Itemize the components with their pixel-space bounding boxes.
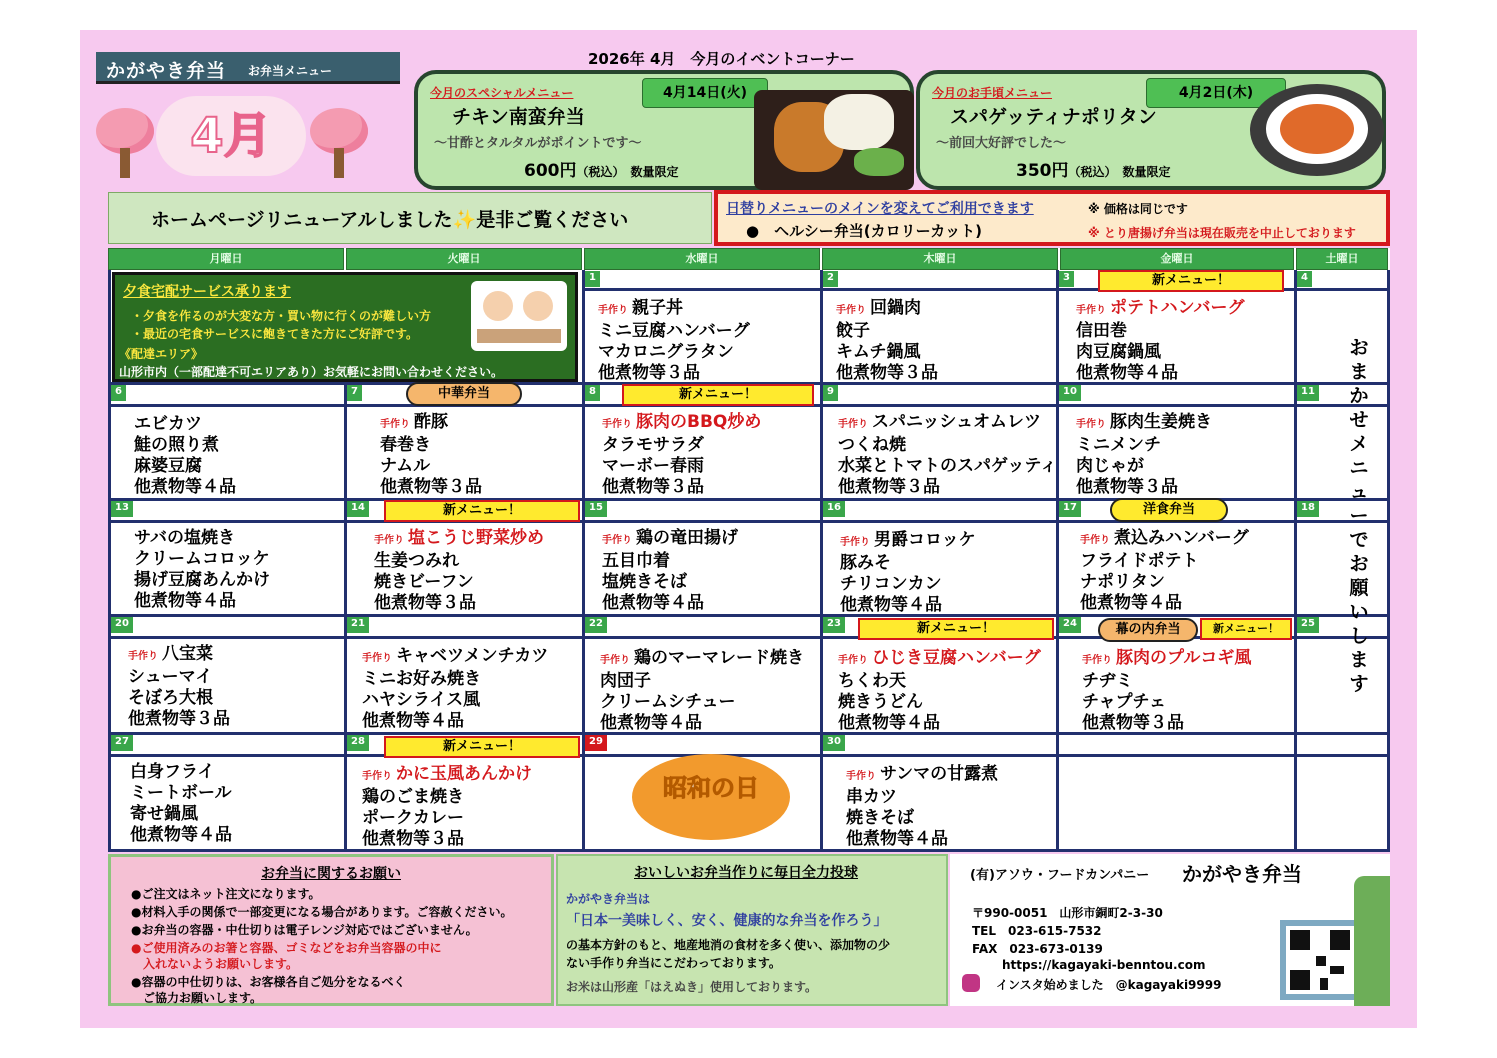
chicken-nanban-photo [754,90,914,190]
yoshoku-bento-tag: 洋食弁当 [1110,498,1228,522]
company-tel: TEL 023-615-7532 [972,924,1102,938]
grid-line [108,270,111,852]
day-number: 18 [1297,501,1319,517]
qr-code[interactable] [1280,920,1360,1000]
menu-cell-30: 手作り サンマの甘露煮 串カツ 焼きそば 他煮物等４品 [846,764,999,849]
day-number: 10 [1059,385,1081,401]
policy-line: お米は山形産「はえぬき」使用しております。 [566,980,818,994]
cherry-tree-icon [96,108,154,178]
day-number: 16 [823,501,845,517]
notice-karaage: ※ とり唐揚げ弁当は現在販売を中止しております [1088,226,1356,240]
menu-cell-8: 手作り 豚肉のBBQ炒め タラモサラダ マーボー春雨 他煮物等３品 [602,412,762,497]
company-brand: かがやき弁当 [1182,862,1302,886]
policy-box [556,854,948,1006]
delivery-area: 山形市内（一部配達不可エリアあり）お気軽にお問い合わせください。 [119,365,504,379]
day-number: 15 [585,501,607,517]
company-box [950,854,1390,1006]
day-number: 28 [347,735,369,751]
homepage-banner[interactable] [108,192,712,244]
notice-line1: 日替りメニューのメインを変えてご利用できます [726,201,1034,217]
budget-price: 350円（税込） 数量限定 [1016,161,1171,181]
grid-line [1387,270,1390,852]
month-banner [96,92,370,180]
weekday-tue: 火曜日 [346,248,582,270]
banner-text: ホームページリニューアルしました✨是非ご覧ください [151,209,629,231]
menu-cell-21: 手作り キャベツメンチカツ ミニお好み焼き ハヤシライス風 他煮物等４品 [362,646,549,731]
makunouchi-bento-tag: 幕の内弁当 [1098,618,1198,642]
company-address: 〒990-0051 山形市銅町2-3-30 [972,906,1163,920]
menu-cell-27: 白身フライ ミートボール 寄せ鍋風 他煮物等４品 [130,762,232,845]
company-name: (有)アソウ・フードカンパニー [970,868,1150,883]
special-label: 今月のスペシャルメニュー [430,86,574,100]
day-number: 14 [347,501,369,517]
company-url[interactable]: https://kagayaki-benntou.com [1002,958,1206,972]
policy-line: ない手作り弁当にこだわっております。 [566,956,781,970]
request-line: ●材料入手の関係で一部変更になる場合があります。ご容赦ください。 [131,905,513,919]
budget-date: 4月2日(木) [1146,78,1286,108]
weekday-wed: 水曜日 [584,248,820,270]
day-number: 6 [111,385,126,401]
menu-calendar [108,248,1390,852]
weekday-sat: 土曜日 [1296,248,1388,270]
menu-cell-28: 手作り かに玉風あんかけ 鶏のごま焼き ポークカレー 他煮物等３品 [362,764,532,849]
special-menu-box [414,70,914,190]
page-title: 2026年 4月 今月のイベントコーナー [588,50,855,68]
day-number: 17 [1059,501,1081,517]
brand-name: かがやき弁当 [106,60,227,82]
new-menu-tag: 新メニュー！ [858,618,1054,640]
brand-subtitle: お弁当メニュー [248,64,333,78]
day-number: 3 [1059,271,1074,287]
menu-cell-10: 手作り 豚肉生姜焼き ミニメンチ 肉じゃが 他煮物等３品 [1076,412,1212,497]
day-number: 22 [585,617,607,633]
menu-cell-15: 手作り 鶏の竜田揚げ 五目巾着 塩焼きそば 他煮物等４品 [602,528,738,613]
day-number: 4 [1297,271,1312,287]
menu-cell-1: 手作り 親子丼 ミニ豆腐ハンバーグ マカロニグラタン 他煮物等３品 [598,298,750,383]
grid-line [108,636,1390,639]
day-number: 13 [111,501,133,517]
request-line: ●お弁当の容器・中仕切りは電子レンジ対応ではございません。 [131,923,478,937]
weekday-fri: 金曜日 [1060,248,1294,270]
special-subtitle: ～甘酢とタルタルがポイントです～ [434,136,642,151]
weekday-mon: 月曜日 [108,248,344,270]
new-menu-tag: 新メニュー！ [1098,270,1284,292]
new-menu-tag: 新メニュー！ [384,500,580,522]
day-number: 30 [823,735,845,751]
brand-bar [96,52,400,84]
delivery-service-ad [112,272,578,382]
budget-name: スパゲッティナポリタン [950,106,1157,128]
menu-cell-13: サバの塩焼き クリームコロッケ 揚げ豆腐あんかけ 他煮物等４品 [134,528,270,611]
grid-line [1056,270,1059,852]
month-label: 4月 [156,96,306,176]
delivery-line: ・夕食を作るのが大変な方・買い物に行くのが難しい方 [131,309,432,323]
budget-label: 今月のお手頃メニュー [932,86,1053,100]
grid-line [1294,270,1297,852]
day-number: 1 [585,271,600,287]
day-number: 25 [1297,617,1319,633]
grid-line [820,270,823,852]
menu-cell-3: 手作り ポテトハンバーグ 信田巻 肉豆腐鍋風 他煮物等４品 [1076,298,1245,383]
menu-cell-20: 手作り 八宝菜 シューマイ そぼろ大根 他煮物等３品 [128,644,230,729]
company-fax: FAX 023-673-0139 [972,942,1103,956]
day-number: 8 [585,385,600,401]
day-number: 11 [1297,385,1319,401]
grid-line [108,849,1390,852]
new-menu-tag: 新メニュー！ [622,384,814,406]
instagram-icon[interactable] [962,974,980,992]
holiday-cell [584,738,820,848]
new-menu-tag: 新メニュー！ [1200,618,1292,640]
policy-motto: 「日本一美味しく、安く、健康的な弁当を作ろう」 [566,913,888,929]
saturday-note: おまかせメニューでお願いします [1349,337,1369,695]
request-title: お弁当に関するお願い [261,866,401,882]
day-number: 23 [823,617,845,633]
menu-cell-23: 手作り ひじき豆腐ハンバーグ ちくわ天 焼きうどん 他煮物等４品 [838,648,1041,733]
menu-cell-2: 手作り 回鍋肉 餃子 キムチ鍋風 他煮物等３品 [836,298,938,383]
request-line: ●ご使用済みのお箸と容器、ゴミなどをお弁当容器の中に [131,941,442,955]
menu-cell-17: 手作り 煮込みハンバーグ フライドポテト ナポリタン 他煮物等４品 [1080,528,1249,613]
instagram-handle[interactable]: インスタ始めました @kagayaki9999 [996,978,1222,992]
delivery-line: ・最近の宅食サービスに飽きてきた方にご好評です。 [131,327,419,341]
delivery-area-label: 《配達エリア》 [119,347,204,361]
notice-box [714,190,1390,246]
day-number: 2 [823,271,838,287]
day-number: 21 [347,617,369,633]
special-date: 4月14日(火) [642,78,768,108]
policy-line: かがやき弁当は [566,892,651,906]
budget-subtitle: ～前回大好評でした～ [936,136,1067,151]
notice-price-note: ※ 価格は同じです [1088,202,1188,216]
request-line: ●ご注文はネット注文になります。 [131,887,321,901]
notice-healthy: ● ヘルシー弁当(カロリーカット) [746,222,982,240]
request-box [108,854,554,1006]
menu-cell-6: エビカツ 鮭の照り煮 麻婆豆腐 他煮物等４品 [134,414,236,497]
request-line: ご協力お願いします。 [131,991,263,1005]
menu-cell-9: 手作り スパニッシュオムレツ つくね焼 水菜とトマトのスパゲッティ 他煮物等３品 [838,412,1057,497]
policy-line: の基本方針のもと、地産地消の食材を多く使い、添加物の少 [566,938,891,952]
menu-cell-24: 手作り 豚肉のプルコギ風 チヂミ チャプチェ 他煮物等３品 [1082,648,1252,733]
delivery-title: 夕食宅配サービス承ります [123,284,291,300]
menu-cell-14: 手作り 塩こうじ野菜炒め 生姜つみれ 焼きビーフン 他煮物等３品 [374,528,544,613]
day-number: 7 [347,385,362,401]
day-number: 9 [823,385,838,401]
weekday-thu: 木曜日 [822,248,1058,270]
special-name: チキン南蛮弁当 [452,106,585,128]
special-price: 600円（税込） 数量限定 [524,161,679,181]
menu-cell-22: 手作り 鶏のマーマレード焼き 肉団子 クリームシチュー 他煮物等４品 [600,648,804,733]
napolitan-photo [1250,84,1384,176]
day-number: 20 [111,617,133,633]
request-line: 入れないようお願いします。 [131,957,299,971]
menu-cell-16: 手作り 男爵コロッケ 豚みそ チリコンカン 他煮物等４品 [840,530,976,615]
new-menu-tag: 新メニュー！ [384,736,580,758]
elderly-couple-illustration [471,281,567,351]
request-line: ●容器の中仕切りは、お客様各自ご処分をなるべく [131,975,406,989]
vegetable-decoration [1354,876,1390,1006]
budget-menu-box [916,70,1386,190]
day-number: 29 [585,735,607,751]
day-number: 27 [111,735,133,751]
grid-line [108,614,1390,617]
cherry-tree-icon [310,108,368,178]
chuka-bento-tag: 中華弁当 [406,382,522,406]
showa-day-badge: 昭和の日 [632,754,790,840]
day-number: 24 [1059,617,1081,633]
policy-title: おいしいお弁当作りに毎日全力投球 [634,865,858,881]
menu-cell-7: 手作り 酢豚 春巻き ナムル 他煮物等３品 [380,412,482,497]
